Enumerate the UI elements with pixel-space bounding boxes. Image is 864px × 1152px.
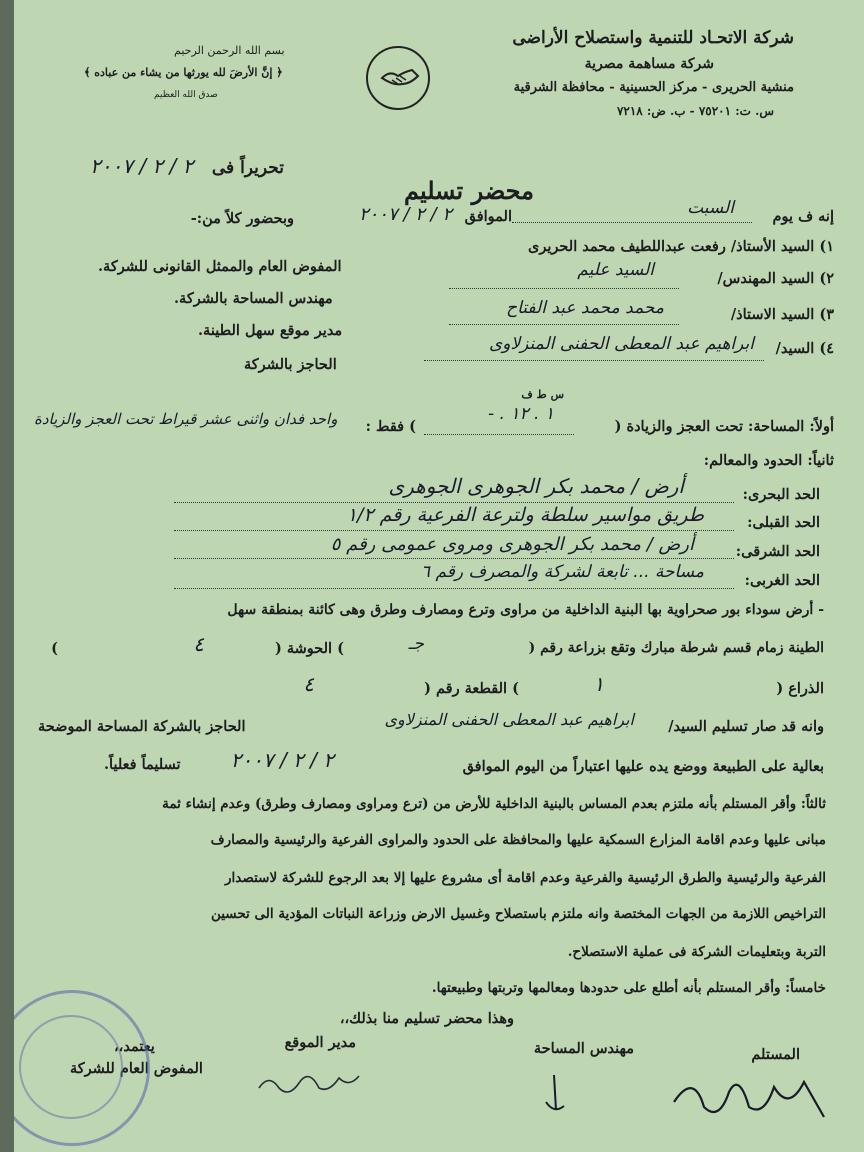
- company-phone: س. ت: ٧٥٢٠١ - ب. ض: ٧٢١٨: [616, 104, 774, 118]
- general-agent-label: المفوض العام للشركة: [70, 1060, 203, 1077]
- intro-date-label: الموافق: [464, 208, 512, 225]
- person-1-role: المفوض العام والممثل القانونى للشركة.: [98, 258, 342, 275]
- handover-date: ٢ / ٢ / ٢٠٠٧: [230, 748, 334, 772]
- qitaa-value: ٤: [303, 672, 314, 696]
- area-units: س ط ف: [521, 388, 564, 401]
- dhira-value: ١: [593, 672, 604, 696]
- bound-south-value: طريق مواسير سلطة ولترعة الفرعية رقم ١/٢: [346, 504, 704, 526]
- person-3-role: مدير موقع سهل الطينة.: [198, 322, 343, 339]
- dotted-line: [449, 324, 679, 325]
- page-title: محضر تسليم: [403, 176, 534, 205]
- handover-1: وانه قد صار تسليم السيد/: [668, 718, 824, 735]
- third-5: التربة وبتعليمات الشركة فى عملية الاستصلاح.: [567, 944, 826, 960]
- dotted-line: [449, 288, 679, 289]
- person-4-role: الحاجز بالشركة: [244, 356, 337, 373]
- person-1: ١) السيد الأستاذ/ رفعت عبداللطيف محمد الحريرى: [528, 238, 834, 255]
- dhira-label: الذراع (: [776, 680, 824, 697]
- dotted-line: [424, 434, 574, 435]
- bound-west-label: الحد الغربى:: [744, 572, 820, 589]
- qitaa-label: ) القطعة رقم (: [424, 680, 519, 697]
- surveyor-signature: [534, 1070, 574, 1120]
- dated-value: ٢ / ٢ / ٢٠٠٧: [90, 154, 194, 178]
- intro-presence: وبحضور كلاً من:-: [190, 210, 294, 227]
- intro-day-label: إنه ف يوم: [772, 208, 834, 225]
- third-1: ثالثاً: وأقر المستلم بأنه ملتزم بعدم المساس بالبنية الداخلية للأرض من (ترع ومراوى ومصارف وطرق) وعدم إنشاء ثمة: [162, 796, 826, 812]
- person-3-name: محمد محمد عبد الفتاح: [506, 298, 664, 318]
- land-desc-1: - أرض سوداء بور صحراوية بها البنية الداخلية من مراوى وترع ومصارف وطرق وهى كائنة بمنطقة سهل: [227, 602, 824, 618]
- dotted-line: [424, 360, 764, 361]
- plot-hawsha: ٤: [193, 632, 204, 656]
- handover-1b: الحاجز بالشركة المساحة الموضحة: [38, 718, 246, 735]
- dotted-line: [174, 530, 734, 531]
- bound-east-label: الحد الشرقى:: [735, 543, 820, 560]
- third-2: مبانى عليها وعدم اقامة المزارع السمكية عليها والمحافظة على الحدود والمراوى الفرعية والرئيسية والمصارف: [210, 832, 826, 848]
- area-values: ١ . ١٢ . -: [488, 404, 554, 424]
- person-2: ٢) السيد المهندس/: [717, 270, 834, 287]
- person-4-name: ابراهيم عبد المعطى الحفنى المنزلاوى: [488, 334, 754, 354]
- land-desc-2: الطينة زمام قسم شرطة مبارك وتقع بزراعة رقم (: [528, 640, 824, 656]
- fifth: خامساً: وأقر المستلم بأنه أطلع على حدودها ومعالمها وتربتها وطبيعتها.: [431, 980, 826, 996]
- person-2-name: السيد عليم: [577, 260, 654, 280]
- signature-site-manager-label: مدير الموقع: [284, 1034, 356, 1051]
- bound-south-label: الحد القبلى:: [747, 514, 820, 531]
- bound-north-value: أرض / محمد بكر الجوهرى الجوهرى: [388, 474, 684, 498]
- plot-hawsha-label: ) الحوشة (: [274, 640, 344, 657]
- person-4: ٤) السيد/: [775, 340, 834, 357]
- site-manager-signature: [254, 1058, 364, 1108]
- person-3: ٣) السيد الاستاذ/: [730, 306, 834, 323]
- company-stamp-inner: [19, 1015, 123, 1119]
- bounds-label: ثانياً: الحدود والمعالم:: [703, 452, 834, 469]
- handshake-logo-icon: [366, 46, 430, 110]
- signature-surveyor-label: مهندس المساحة: [533, 1040, 634, 1057]
- handover-end: تسليماً فعلياً.: [104, 756, 181, 773]
- person-2-role: مهندس المساحة بالشركة.: [174, 290, 333, 307]
- area-handwritten: واحد فدان واثنى عشر قيراط تحت العجز والزيادة: [34, 410, 338, 428]
- dated-label: تحريراً فى: [211, 158, 284, 178]
- approved-label: يعتمد،،: [114, 1038, 155, 1055]
- dotted-line: [174, 558, 734, 559]
- plot-close: ): [51, 640, 58, 657]
- dotted-line: [512, 222, 752, 223]
- document-page: [14, 0, 864, 1152]
- dotted-line: [174, 502, 734, 503]
- plot-zera: جـ: [408, 634, 424, 654]
- bound-north-label: الحد البحرى:: [742, 486, 820, 503]
- basmala: بسم الله الرحمن الرحيم: [174, 44, 285, 57]
- quran-verse: ﴿ إنَّ الأرضَ لله يورثها من يشاء من عباده ﴾: [84, 66, 283, 79]
- company-name: شركة الاتحـاد للتنمية واستصلاح الأراضى: [512, 28, 794, 48]
- intro-date-value: ٢ / ٢ / ٢٠٠٧: [358, 204, 452, 225]
- signature-receiver-label: المستلم: [751, 1046, 800, 1063]
- bound-east-value: أرض / محمد بكر الجوهرى ومروى عمومى رقم ٥: [330, 534, 694, 555]
- company-address: منشية الحريرى - مركز الحسينية - محافظة الشرقية: [513, 80, 794, 95]
- third-3: الفرعية والرئيسية والطرق الرئيسية والفرعية وعدم اقامة أى مشروع عليها إلا بعد الرجوع للشركة لاستصدار: [225, 870, 826, 886]
- company-type: شركة مساهمة مصرية: [584, 56, 714, 72]
- intro-day-value: السبت: [687, 198, 734, 218]
- verse-end: صدق الله العظيم: [154, 90, 218, 100]
- third-4: التراخيص اللازمة من الجهات المختصة وانه ملتزم باستصلاح وغسيل الارض وزراعة النباتات المؤدية الى تحسين: [210, 906, 826, 922]
- handover-name: ابراهيم عبد المعطى الحفنى المنزلاوى: [384, 710, 634, 729]
- bound-west-value: مساحة ... تابعة لشركة والمصرف رقم ٦: [420, 562, 704, 582]
- closing: وهذا محضر تسليم منا بذلك،،: [339, 1010, 514, 1027]
- area-label: أولاً: المساحة: تحت العجز والزيادة (: [614, 418, 834, 435]
- area-only: ) فقط :: [365, 418, 416, 435]
- dotted-line: [174, 588, 734, 589]
- handover-2: بعالية على الطبيعة ووضع يده عليها اعتباراً من اليوم الموافق: [462, 758, 824, 775]
- receiver-signature: [664, 1062, 834, 1132]
